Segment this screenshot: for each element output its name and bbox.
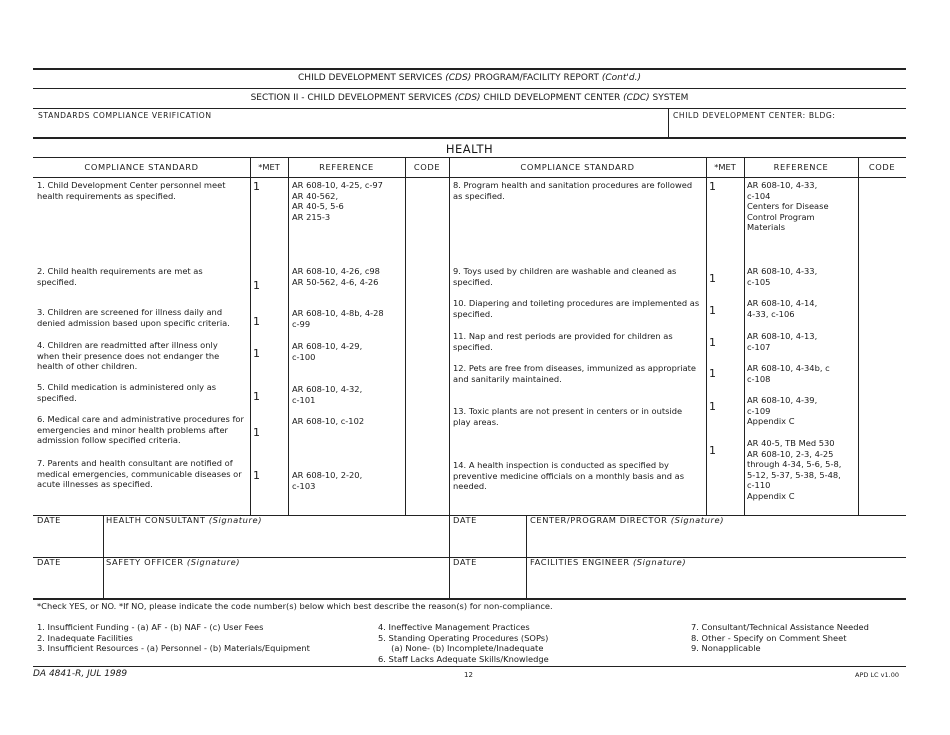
- rule-v: [858, 157, 859, 515]
- code-item: (a) None- (b) Incomplete/Inadequate: [378, 643, 544, 654]
- rule-v: [405, 157, 406, 515]
- code-item: 5. Standing Operating Procedures (SOPs): [378, 632, 549, 643]
- reference-text: AR 40-5, TB Med 530 AR 608-10, 2-3, 4-25 through 4-34, 5-6, 5-8, 5-12, 5-37, 5-38, 5-48, c-110 Appendix C: [747, 438, 842, 501]
- standard-text: 1. Child Development Center personnel meet health requirements as specified.: [37, 180, 226, 201]
- standard-text: 2. Child health requirements are met as specified.: [37, 266, 203, 287]
- version-label: APD LC v1.00: [855, 671, 899, 679]
- safety-officer-signature[interactable]: SAFETY OFFICER (Signature): [106, 557, 241, 567]
- rule-v: [288, 157, 289, 515]
- col-header-code: CODE: [868, 162, 896, 172]
- code-item: 9. Nonapplicable: [691, 643, 761, 654]
- rule-v: [668, 108, 669, 138]
- rule-top: [33, 68, 906, 70]
- met-value: 1: [253, 347, 260, 360]
- health-consultant-signature[interactable]: HEALTH CONSULTANT (Signature): [106, 515, 263, 525]
- reference-text: AR 608-10, 4-13, c-107: [747, 331, 818, 352]
- met-value: 1: [709, 336, 716, 349]
- reference-text: AR 608-10, 4-39, c-109 Appendix C: [747, 395, 818, 427]
- standard-text: 9. Toys used by children are washable and cleaned as specified.: [453, 266, 677, 287]
- rule: [33, 137, 906, 139]
- standard-text: 3. Children are screened for illness daily and denied admission based upon specific criteria.: [37, 307, 230, 328]
- reference-text: AR 608-10, 4-34b, c c-108: [747, 363, 830, 384]
- health-heading: HEALTH: [445, 142, 494, 156]
- rule: [33, 108, 906, 109]
- met-value: 1: [253, 279, 260, 292]
- footnote: *Check YES, or NO. *If NO, please indicate the code number(s) below which best describe the reason(s) for non-compliance.: [37, 601, 553, 611]
- section-title: SECTION II - CHILD DEVELOPMENT SERVICES (CDS) CHILD DEVELOPMENT CENTER (CDC) SYSTEM: [250, 93, 689, 103]
- reference-text: AR 608-10, 4-33, c-105: [747, 266, 818, 287]
- standard-text: 10. Diapering and toileting procedures are implemented as specified.: [453, 298, 700, 319]
- codes-column-3: [691, 622, 869, 654]
- standard-text: 14. A health inspection is conducted as specified by preventive medicine officials on a monthly basis and as needed.: [453, 460, 685, 492]
- code-item: 3. Insufficient Resources - (a) Personnel - (b) Materials/Equipment: [37, 643, 310, 654]
- codes-column-1: [37, 622, 310, 654]
- met-value: 1: [709, 272, 716, 285]
- form-title: CHILD DEVELOPMENT SERVICES (CDS) PROGRAM/FACILITY REPORT (Cont'd.): [298, 73, 641, 83]
- col-header-standard: COMPLIANCE STANDARD: [84, 162, 199, 172]
- code-item: 4. Ineffective Management Practices: [378, 622, 530, 632]
- rule-v: [449, 157, 450, 599]
- verification-label: STANDARDS COMPLIANCE VERIFICATION: [38, 111, 212, 120]
- standard-text: 5. Child medication is administered only as specified.: [37, 382, 217, 403]
- date-label: DATE: [37, 557, 61, 567]
- standard-text: 13. Toxic plants are not present in centers or in outside play areas.: [453, 406, 683, 427]
- rule-v: [706, 157, 707, 515]
- met-value: 1: [709, 304, 716, 317]
- col-header-reference: REFERENCE: [319, 162, 374, 172]
- rule: [33, 88, 906, 89]
- reference-text: AR 608-10, 4-25, c-97 AR 40-562, AR 40-5, 5-6 AR 215-3: [292, 180, 383, 222]
- date-label: DATE: [37, 515, 61, 525]
- form-id: DA 4841-R, JUL 1989: [33, 669, 128, 679]
- met-value: 1: [253, 390, 260, 403]
- reference-text: AR 608-10, 4-29, c-100: [292, 341, 363, 362]
- date-label: DATE: [453, 515, 477, 525]
- code-item: 1. Insufficient Funding - (a) AF - (b) NAF - (c) User Fees: [37, 622, 264, 632]
- standard-text: 6. Medical care and administrative procedures for emergencies and minor health problems after admission follow specified criteria.: [37, 414, 244, 446]
- met-value: 1: [709, 367, 716, 380]
- rule: [33, 598, 906, 600]
- date-label: DATE: [453, 557, 477, 567]
- code-item: 8. Other - Specify on Comment Sheet: [691, 632, 847, 643]
- col-header-met: *MET: [258, 162, 280, 172]
- center-bldg-label: CHILD DEVELOPMENT CENTER: BLDG:: [673, 111, 836, 120]
- standard-text: 12. Pets are free from diseases, immunized as appropriate and sanitarily maintained.: [453, 363, 697, 384]
- page-number: 12: [464, 671, 473, 679]
- standard-text: 4. Children are readmitted after illness only when their presence does not endanger the health of other children.: [37, 340, 220, 372]
- rule-v: [526, 515, 527, 599]
- col-header-met: *MET: [714, 162, 736, 172]
- met-value: 1: [709, 444, 716, 457]
- reference-text: AR 608-10, 2-20, c-103: [292, 470, 363, 491]
- codes-column-2: [378, 622, 549, 664]
- rule-v: [250, 157, 251, 515]
- standard-text: 7. Parents and health consultant are notified of medical emergencies, communicable diseases or acute illnesses as specified.: [37, 458, 242, 490]
- met-value: 1: [709, 180, 716, 193]
- met-value: 1: [709, 400, 716, 413]
- rule-v: [103, 515, 104, 599]
- reference-text: AR 608-10, 4-32, c-101: [292, 384, 363, 405]
- director-signature[interactable]: CENTER/PROGRAM DIRECTOR (Signature): [530, 515, 725, 525]
- col-header-code: CODE: [413, 162, 441, 172]
- met-value: 1: [253, 469, 260, 482]
- reference-text: AR 608-10, 4-8b, 4-28 c-99: [292, 308, 384, 329]
- reference-text: AR 608-10, 4-33, c-104 Centers for Disease Control Program Materials: [747, 180, 829, 233]
- col-header-standard: COMPLIANCE STANDARD: [520, 162, 635, 172]
- met-value: 1: [253, 180, 260, 193]
- code-item: 7. Consultant/Technical Assistance Needed: [691, 622, 869, 632]
- col-header-reference: REFERENCE: [773, 162, 829, 172]
- code-item: 6. Staff Lacks Adequate Skills/Knowledge: [378, 653, 549, 664]
- code-item: 2. Inadequate Facilities: [37, 632, 133, 643]
- rule: [33, 157, 906, 158]
- rule-v: [744, 157, 745, 515]
- standard-text: 8. Program health and sanitation procedures are followed as specified.: [453, 180, 693, 201]
- facilities-engineer-signature[interactable]: FACILITIES ENGINEER (Signature): [530, 557, 687, 567]
- rule: [33, 177, 906, 178]
- met-value: 1: [253, 426, 260, 439]
- reference-text: AR 608-10, c-102: [292, 416, 365, 426]
- met-value: 1: [253, 315, 260, 328]
- standard-text: 11. Nap and rest periods are provided for children as specified.: [453, 331, 673, 352]
- reference-text: AR 608-10, 4-14, 4-33, c-106: [747, 298, 818, 319]
- rule-bottom: [33, 666, 906, 667]
- reference-text: AR 608-10, 4-26, c98 AR 50-562, 4-6, 4-26: [292, 266, 380, 287]
